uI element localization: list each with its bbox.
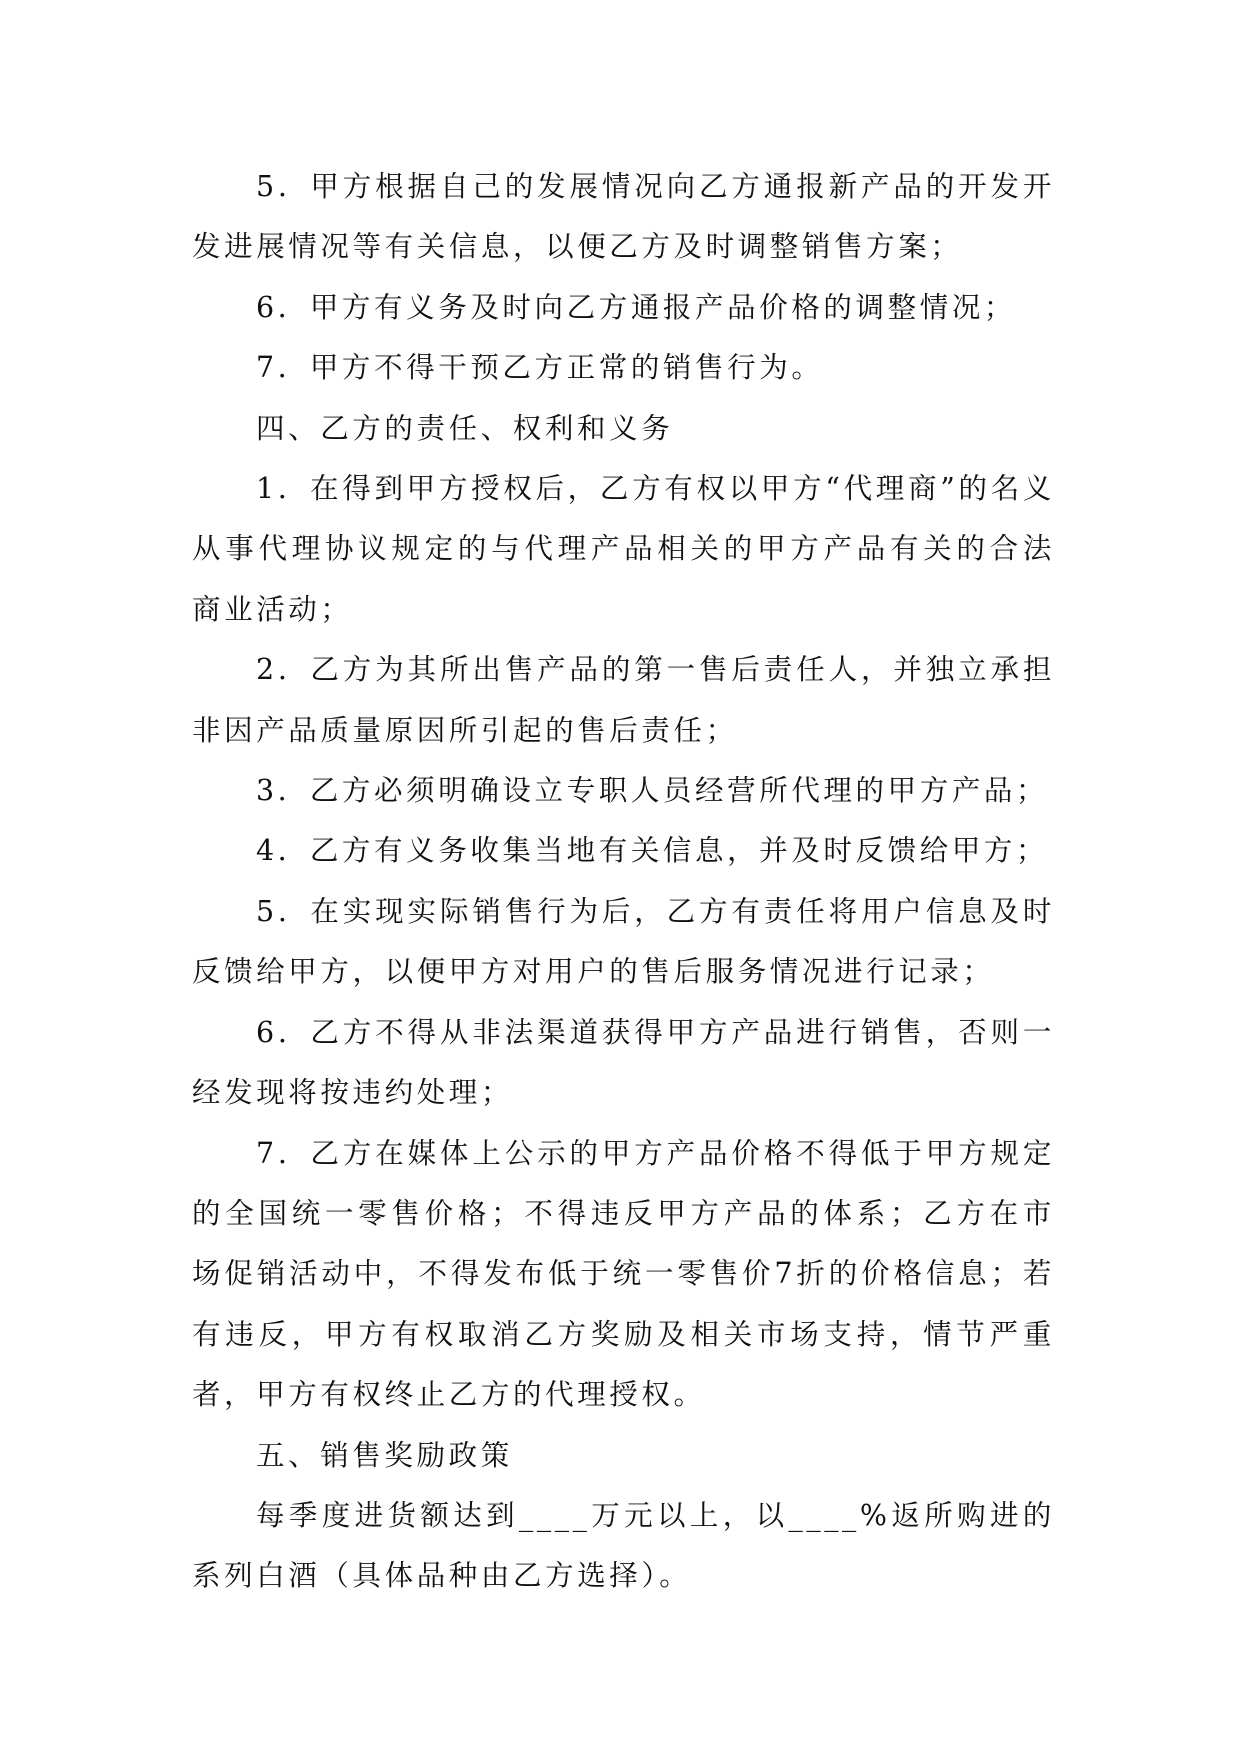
document-body bbox=[192, 157, 1055, 1607]
clause-a5: 5．甲方根据自己的发展情况向乙方通报新产品的开发开发进展情况等有关信息，以便乙方及时调整销售方案； bbox=[192, 170, 1055, 264]
clause-b5: 5．在实现实际销售行为后，乙方有责任将用户信息及时反馈给甲方，以便甲方对用户的售后服务情况进行记录； bbox=[192, 894, 1055, 989]
clause-b1: 1．在得到甲方授权后，乙方有权以甲方“代理商”的名义从事代理协议规定的与代理产品相关的甲方产品有关的合法商业活动； bbox=[192, 472, 1055, 626]
clause-b6: 6．乙方不得从非法渠道获得甲方产品进行销售，否则一经发现将按违约处理； bbox=[192, 1015, 1055, 1110]
clause-a6: 6．甲方有义务及时向乙方通报产品价格的调整情况； bbox=[256, 290, 1017, 324]
reward-policy: 每季度进货额达到____万元以上，以____%返所购进的系列白酒（具体品种由乙方选择）。 bbox=[192, 1498, 1055, 1593]
clause-b4: 4．乙方有义务收集当地有关信息，并及时反馈给甲方； bbox=[256, 834, 1049, 868]
section-heading-4: 四、乙方的责任、权利和义务 bbox=[256, 411, 674, 445]
clause-b3: 3．乙方必须明确设立专职人员经营所代理的甲方产品； bbox=[256, 774, 1049, 808]
clause-b7: 7．乙方在媒体上公示的甲方产品价格不得低于甲方规定的全国统一零售价格；不得违反甲方产品的体系；乙方在市场促销活动中，不得发布低于统一零售价7折的价格信息；若有违反，甲方有权取消乙方奖励及相关市场支持，情节严重者，甲方有权终止乙方的代理授权。 bbox=[192, 1136, 1055, 1412]
section-heading-5: 五、销售奖励政策 bbox=[256, 1438, 513, 1472]
clause-a7: 7．甲方不得干预乙方正常的销售行为。 bbox=[256, 351, 824, 385]
clause-b2: 2．乙方为其所出售产品的第一售后责任人，并独立承担非因产品质量原因所引起的售后责任； bbox=[192, 653, 1055, 747]
